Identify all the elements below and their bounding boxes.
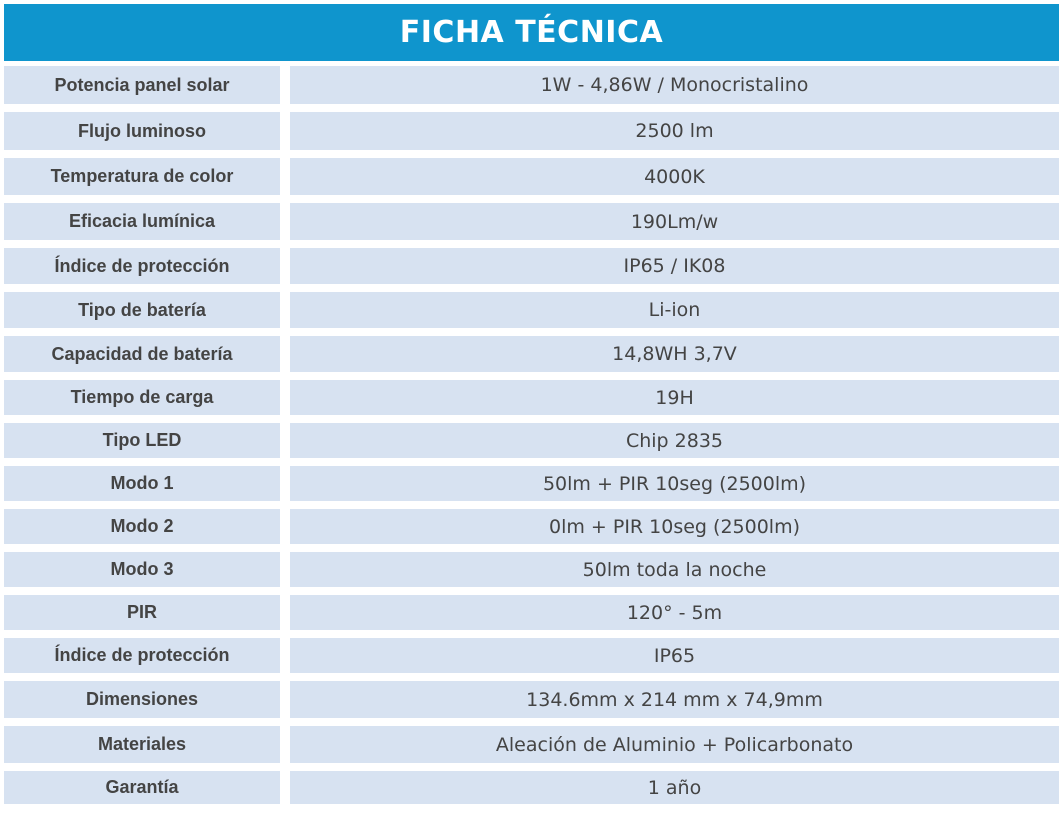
spec-label: Eficacia lumínica: [4, 203, 280, 240]
spec-label: Materiales: [4, 726, 280, 763]
spec-label: Tipo LED: [4, 423, 280, 458]
table-row: [4, 423, 1059, 458]
spec-label: Temperatura de color: [4, 158, 280, 195]
spec-value: 14,8WH 3,7V: [290, 336, 1059, 372]
spec-value: IP65 / IK08: [290, 248, 1059, 284]
table-row: [4, 158, 1059, 195]
table-row: [4, 726, 1059, 763]
header-bar: [4, 4, 1059, 61]
spec-value: 50lm + PIR 10seg (2500lm): [290, 466, 1059, 501]
spec-value: 50lm toda la noche: [290, 552, 1059, 587]
spec-value: Chip 2835: [290, 423, 1059, 458]
spec-label: Modo 1: [4, 466, 280, 501]
table-row: [4, 203, 1059, 240]
table-row: [4, 681, 1059, 718]
table-row: [4, 292, 1059, 328]
spec-value: 134.6mm x 214 mm x 74,9mm: [290, 681, 1059, 718]
spec-value: 2500 lm: [290, 112, 1059, 150]
spec-value: 19H: [290, 380, 1059, 415]
table-row: [4, 248, 1059, 284]
table-row: [4, 380, 1059, 415]
table-row: [4, 595, 1059, 630]
spec-value: 190Lm/w: [290, 203, 1059, 240]
spec-value: 0lm + PIR 10seg (2500lm): [290, 509, 1059, 544]
table-row: [4, 466, 1059, 501]
spec-label: Índice de protección: [4, 638, 280, 673]
spec-value: 1W - 4,86W / Monocristalino: [290, 66, 1059, 104]
spec-label: Tiempo de carga: [4, 380, 280, 415]
table-row: [4, 509, 1059, 544]
spec-label: Garantía: [4, 771, 280, 804]
spec-label: Capacidad de batería: [4, 336, 280, 372]
spec-value: Li-ion: [290, 292, 1059, 328]
spec-label: Modo 2: [4, 509, 280, 544]
spec-value: 4000K: [290, 158, 1059, 195]
table-row: [4, 112, 1059, 150]
table-row: [4, 336, 1059, 372]
table-row: [4, 66, 1059, 104]
spec-label: Dimensiones: [4, 681, 280, 718]
spec-value: 1 año: [290, 771, 1059, 804]
spec-value: 120° - 5m: [290, 595, 1059, 630]
table-row: [4, 638, 1059, 673]
spec-label: PIR: [4, 595, 280, 630]
spec-value: IP65: [290, 638, 1059, 673]
spec-value: Aleación de Aluminio + Policarbonato: [290, 726, 1059, 763]
spec-label: Tipo de batería: [4, 292, 280, 328]
spec-label: Flujo luminoso: [4, 112, 280, 150]
table-row: [4, 771, 1059, 804]
spec-label: Modo 3: [4, 552, 280, 587]
table-row: [4, 552, 1059, 587]
spec-label: Potencia panel solar: [4, 66, 280, 104]
spec-label: Índice de protección: [4, 248, 280, 284]
spec-table: [4, 66, 1059, 812]
page-title: FICHA TÉCNICA: [399, 15, 664, 50]
